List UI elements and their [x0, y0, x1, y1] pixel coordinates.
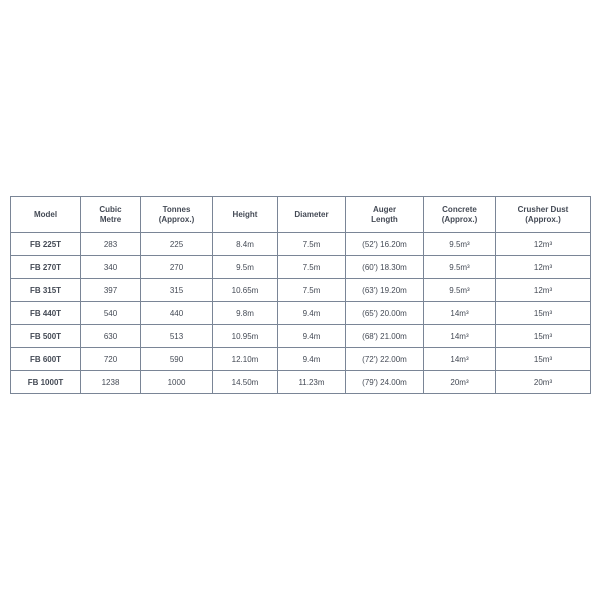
cell-cubic-metre: 283 — [81, 233, 141, 256]
table-row — [11, 371, 591, 394]
cell-concrete: 9.5m³ — [424, 233, 496, 256]
cell-diameter: 9.4m — [278, 325, 346, 348]
cell-height: 9.8m — [213, 302, 278, 325]
cell-crusher-dust: 15m³ — [496, 348, 591, 371]
cell-auger-length: (79') 24.00m — [346, 371, 424, 394]
cell-auger-length: (60') 18.30m — [346, 256, 424, 279]
header-height: Height — [213, 197, 278, 233]
cell-diameter: 7.5m — [278, 233, 346, 256]
table-row — [11, 256, 591, 279]
cell-tonnes: 590 — [141, 348, 213, 371]
cell-height: 14.50m — [213, 371, 278, 394]
cell-model: FB 500T — [11, 325, 81, 348]
cell-diameter: 9.4m — [278, 348, 346, 371]
specifications-table — [10, 196, 591, 394]
cell-crusher-dust: 20m³ — [496, 371, 591, 394]
cell-cubic-metre: 1238 — [81, 371, 141, 394]
cell-auger-length: (52') 16.20m — [346, 233, 424, 256]
table-row — [11, 233, 591, 256]
cell-model: FB 440T — [11, 302, 81, 325]
cell-height: 8.4m — [213, 233, 278, 256]
cell-concrete: 9.5m³ — [424, 279, 496, 302]
table-header-row — [11, 197, 591, 233]
cell-diameter: 7.5m — [278, 256, 346, 279]
cell-concrete: 14m³ — [424, 302, 496, 325]
header-concrete: Concrete (Approx.) — [424, 197, 496, 233]
cell-tonnes: 270 — [141, 256, 213, 279]
cell-tonnes: 315 — [141, 279, 213, 302]
cell-height: 10.95m — [213, 325, 278, 348]
cell-tonnes: 513 — [141, 325, 213, 348]
cell-concrete: 9.5m³ — [424, 256, 496, 279]
table-row — [11, 279, 591, 302]
cell-concrete: 14m³ — [424, 348, 496, 371]
table-row — [11, 325, 591, 348]
cell-crusher-dust: 15m³ — [496, 302, 591, 325]
cell-model: FB 1000T — [11, 371, 81, 394]
header-auger-length: Auger Length — [346, 197, 424, 233]
cell-auger-length: (68') 21.00m — [346, 325, 424, 348]
cell-height: 12.10m — [213, 348, 278, 371]
cell-height: 9.5m — [213, 256, 278, 279]
table-row — [11, 348, 591, 371]
cell-crusher-dust: 12m³ — [496, 256, 591, 279]
table-row — [11, 302, 591, 325]
cell-model: FB 600T — [11, 348, 81, 371]
cell-auger-length: (63') 19.20m — [346, 279, 424, 302]
cell-crusher-dust: 12m³ — [496, 233, 591, 256]
header-model: Model — [11, 197, 81, 233]
cell-cubic-metre: 340 — [81, 256, 141, 279]
cell-auger-length: (65') 20.00m — [346, 302, 424, 325]
header-tonnes: Tonnes (Approx.) — [141, 197, 213, 233]
cell-concrete: 20m³ — [424, 371, 496, 394]
cell-cubic-metre: 720 — [81, 348, 141, 371]
header-diameter: Diameter — [278, 197, 346, 233]
cell-tonnes: 440 — [141, 302, 213, 325]
cell-cubic-metre: 630 — [81, 325, 141, 348]
cell-model: FB 225T — [11, 233, 81, 256]
cell-tonnes: 225 — [141, 233, 213, 256]
cell-diameter: 9.4m — [278, 302, 346, 325]
cell-concrete: 14m³ — [424, 325, 496, 348]
cell-cubic-metre: 397 — [81, 279, 141, 302]
cell-crusher-dust: 12m³ — [496, 279, 591, 302]
cell-cubic-metre: 540 — [81, 302, 141, 325]
cell-crusher-dust: 15m³ — [496, 325, 591, 348]
header-cubic-metre: Cubic Metre — [81, 197, 141, 233]
cell-tonnes: 1000 — [141, 371, 213, 394]
cell-auger-length: (72') 22.00m — [346, 348, 424, 371]
cell-diameter: 11.23m — [278, 371, 346, 394]
cell-model: FB 270T — [11, 256, 81, 279]
cell-height: 10.65m — [213, 279, 278, 302]
header-crusher-dust: Crusher Dust (Approx.) — [496, 197, 591, 233]
cell-model: FB 315T — [11, 279, 81, 302]
cell-diameter: 7.5m — [278, 279, 346, 302]
